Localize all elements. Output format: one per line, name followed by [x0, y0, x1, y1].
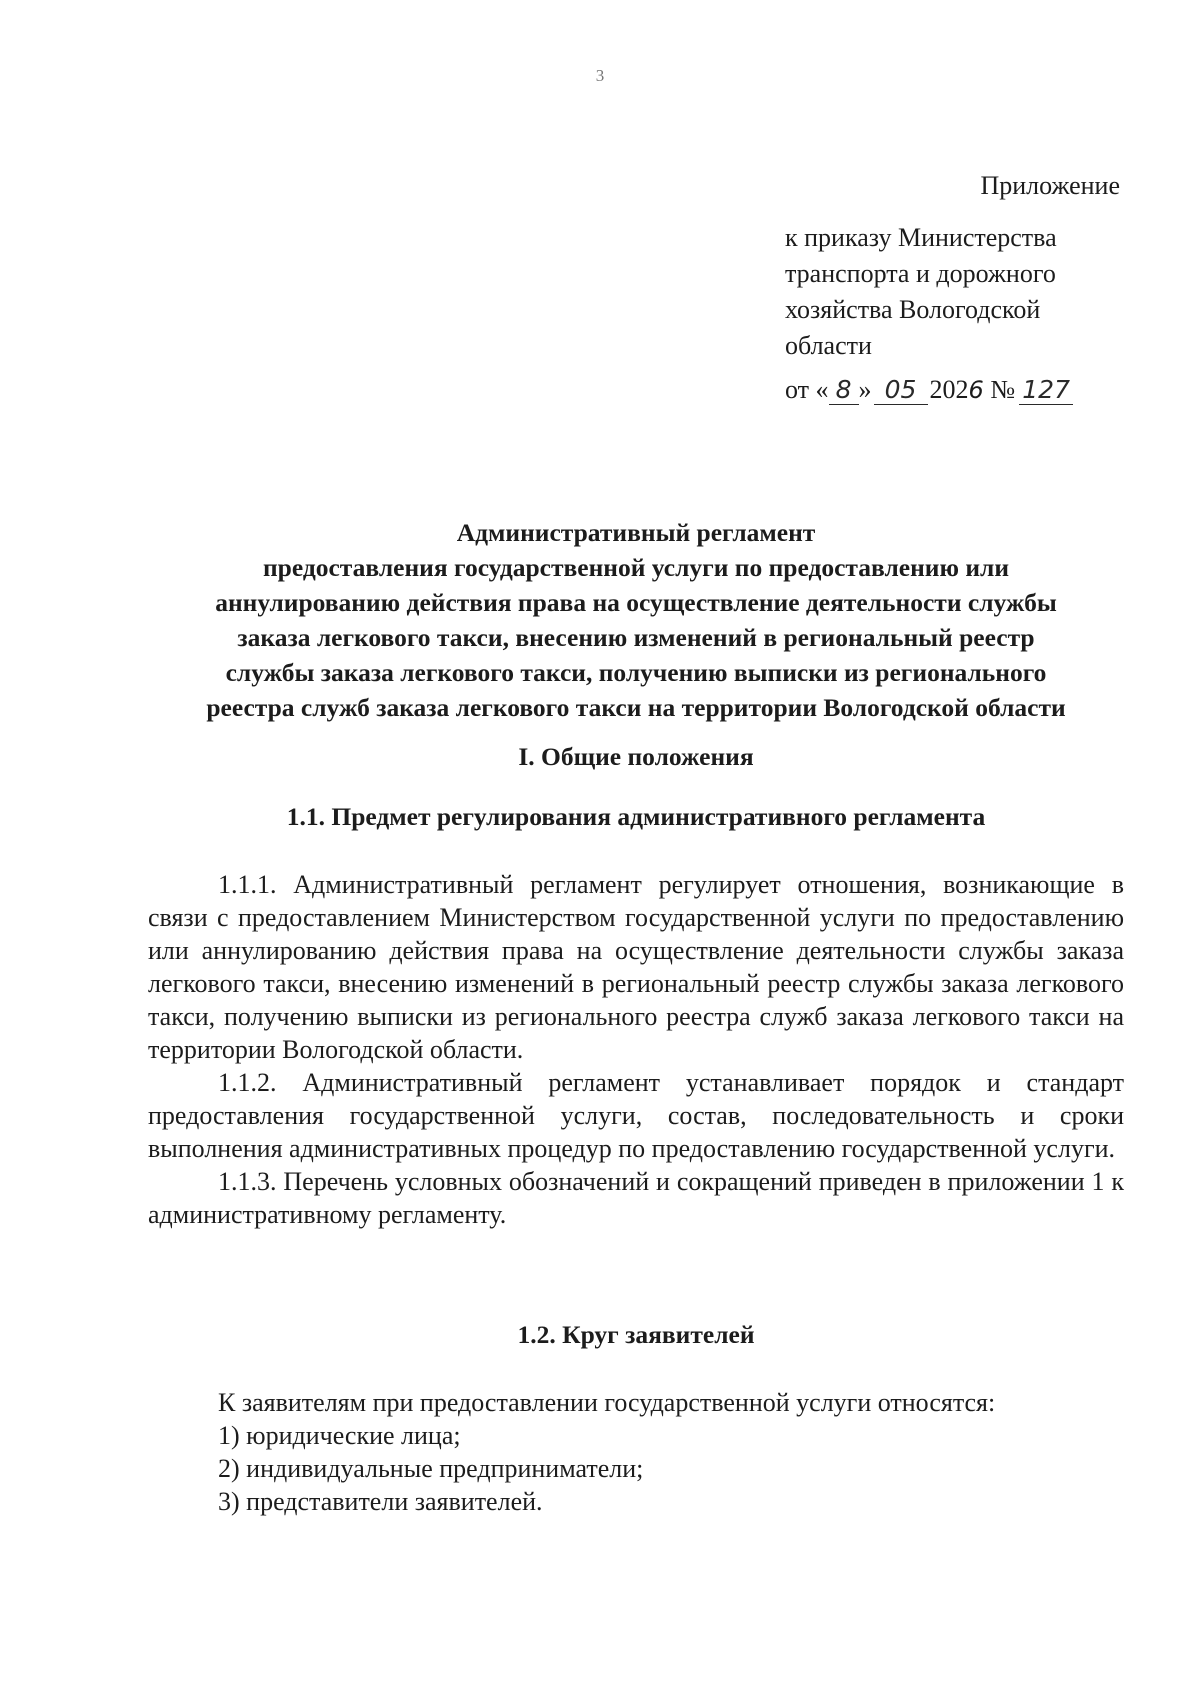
title-line: предоставления государственной услуги по предоставлению или [262, 553, 1010, 582]
title-line: Административный регламент [456, 518, 816, 547]
appendix-lines [785, 220, 1120, 364]
order-mid: » [858, 375, 872, 404]
order-month-handwritten: 05 [874, 376, 928, 405]
title-line: аннулированию действия права на осуществление деятельности службы [215, 588, 1057, 617]
appendix-line: хозяйства Вологодской [785, 295, 1041, 324]
title-line: заказа легкового такси, внесению изменений в региональный реестр [237, 623, 1035, 652]
list-item: 1) юридические лица; [218, 1421, 461, 1450]
list-item: 3) представители заявителей. [218, 1487, 543, 1516]
appendix-block [785, 168, 1120, 408]
section-heading-applicants: 1.2. Круг заявителей [517, 1320, 755, 1349]
paragraph: 1.1.2. Административный регламент устанавливает порядок и стандарт предоставления государственной услуги, состав, последовательность и сроки выполнения административных процедур по предоставлению государственной услуги. [148, 1068, 1124, 1163]
order-year-digit-handwritten: 6 [968, 376, 984, 404]
order-day-handwritten: 8 [829, 376, 859, 405]
applicants-intro: К заявителям при предоставлении государственной услуги относятся: [218, 1388, 996, 1417]
appendix-label: Приложение [980, 171, 1120, 200]
title-line: службы заказа легкового такси, получению выписки из регионального [225, 658, 1047, 687]
applicants-list [218, 1386, 1118, 1518]
title-line: реестра служб заказа легкового такси на территории Вологодской области [206, 693, 1066, 722]
appendix-line: транспорта и дорожного [785, 259, 1056, 288]
order-number-label: № [983, 375, 1016, 404]
list-item: 2) индивидуальные предприниматели; [218, 1454, 644, 1483]
order-prefix: от « [785, 375, 829, 404]
order-number-handwritten: 127 [1019, 376, 1073, 405]
order-date-line [785, 372, 1120, 408]
paragraphs-block [148, 868, 1124, 1231]
document-title [148, 515, 1124, 725]
appendix-line: области [785, 331, 872, 360]
paragraph: 1.1.3. Перечень условных обозначений и сокращений приведен в приложении 1 к административному регламенту. [148, 1167, 1124, 1229]
page-number: 3 [595, 66, 605, 85]
paragraph: 1.1.1. Административный регламент регулирует отношения, возникающие в связи с предоставлением Министерством государственной услуги по предоставлению или аннулированию действия права на осуществление деятельности службы заказа легкового такси, внесению изменений в региональный реестр службы заказа легкового такси, получению выписки из регионального реестра служб заказа легкового такси на территории Вологодской области. [148, 870, 1124, 1064]
appendix-line: к приказу Министерства [785, 223, 1057, 252]
section-heading-subject: 1.1. Предмет регулирования административного регламента [286, 802, 986, 831]
order-year-prefix: 202 [929, 375, 969, 404]
section-heading-general: I. Общие положения [518, 742, 754, 771]
